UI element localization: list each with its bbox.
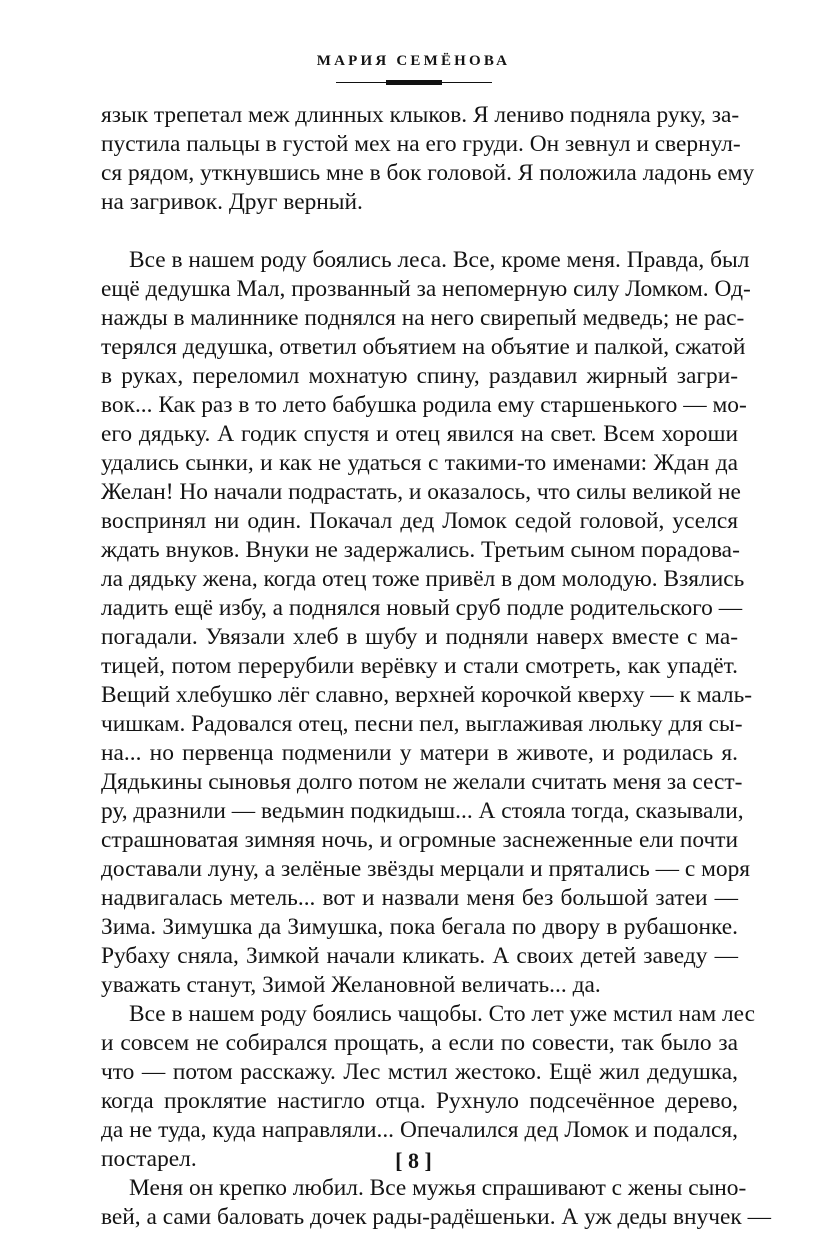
text-line: надвигалась метель... вот и назвали меня без большой затеи — (101, 885, 738, 911)
text-line: язык трепетал меж длинных клыков. Я лениво подняла руку, за- (101, 102, 740, 128)
paragraph-gap (101, 217, 738, 246)
text-line: тицей, потом перерубили верёвку и стали смотреть, как упадёт. (101, 653, 738, 679)
body-text (101, 101, 771, 1232)
text-line: Желан! Но начали подрастать, и оказалось, что силы великой не (101, 479, 741, 505)
text-line: на... но первенца подменили у матери в животе, и родилась я. (101, 740, 738, 766)
text-line: Все в нашем роду боялись чащобы. Сто лет уже мстил нам лес (129, 1001, 756, 1027)
text-line: ещё дедушка Мал, прозванный за непомерную силу Ломком. Од- (101, 276, 751, 302)
text-line: доставали луну, а зелёные звёзды мерцали и прятались — с моря (101, 856, 751, 882)
text-line: ру, дразнили — ведьмин подкидыш... А стояла тогда, сказывали, (101, 798, 744, 824)
text-line: постарел. (101, 1146, 197, 1172)
text-line: Меня он крепко любил. Все мужья спрашивают с жены сыно- (129, 1175, 747, 1201)
text-line: ждать внуков. Внуки не задержались. Третьим сыном порадова- (101, 537, 740, 563)
paragraph (101, 1174, 771, 1232)
header-ornament-rule (336, 80, 492, 86)
text-line: уважать станут, Зимой Желановной величать... да. (101, 972, 601, 998)
text-line: погадали. Увязали хлеб в шубу и подняли наверх вместе с ма- (101, 624, 738, 650)
text-line: да не туда, куда направляли... Опечалился дед Ломок и подался, (101, 1117, 738, 1143)
text-line: воспринял ни один. Покачал дед Ломок седой головой, уселся (101, 508, 738, 534)
page-number: [ 8 ] (395, 1148, 432, 1173)
text-line: ла дядьку жена, когда отец тоже привёл в дом молодую. Взялись (101, 566, 745, 592)
text-line: удались сынки, и как не удаться с такими-то именами: Ждан да (101, 450, 738, 476)
text-line: пустила пальцы в густой мех на его груди. Он зевнул и свернул- (101, 131, 741, 157)
rule-thick-center (386, 80, 442, 85)
text-line: Все в нашем роду боялись леса. Все, кроме меня. Правда, был (129, 247, 750, 273)
text-line: вок... Как раз в то лето бабушка родила ему старшенького — мо- (101, 392, 747, 418)
text-line: терялся дедушка, ответил объятием на объятие и палкой, сжатой (101, 334, 746, 360)
text-line: в руках, переломил мохнатую спину, раздавил жирный загри- (101, 363, 738, 389)
paragraph (101, 101, 755, 217)
text-line: Рубаху сняла, Зимкой начали кликать. А своих детей заведу — (101, 943, 738, 969)
text-line: Вещий хлебушко лёг славно, верхней корочкой кверху — к маль- (101, 682, 753, 708)
text-line: когда проклятие настигло отца. Рухнуло подсечённое дерево, (101, 1088, 738, 1114)
text-line: ся рядом, уткнувшись мне в бок головой. Я положила ладонь ему (101, 160, 755, 186)
text-line: вей, а сами баловать дочек рады-радёшеньки. А уж деды внучек — (101, 1204, 771, 1230)
text-line: ладить ещё избу, а поднялся новый сруб подле родительского — (101, 595, 743, 621)
text-line: Дядькины сыновья долго потом не желали считать меня за сест- (101, 769, 743, 795)
text-line: что — потом расскажу. Лес мстил жестоко. Ещё жил дедушка, (101, 1059, 738, 1085)
text-line: чишкам. Радовался отец, песни пел, выглаживая люльку для сы- (101, 711, 743, 737)
text-line: нажды в малиннике поднялся на него свирепый медведь; не рас- (101, 305, 745, 331)
running-head-author: МАРИЯ СЕМЁНОВА (316, 53, 511, 69)
text-line: Зима. Зимушка да Зимушка, пока бегала по двору в рубашонке. (101, 914, 738, 940)
paragraph (101, 246, 753, 1000)
text-line: его дядьку. А годик спустя и отец явился на свет. Всем хороши (101, 421, 738, 447)
text-line: и совсем не собирался прощать, а если по совести, так было за (101, 1030, 738, 1056)
text-line: страшноватая зимняя ночь, и огромные заснеженные ели почти (101, 827, 738, 853)
text-line: на загривок. Друг верный. (101, 189, 363, 215)
